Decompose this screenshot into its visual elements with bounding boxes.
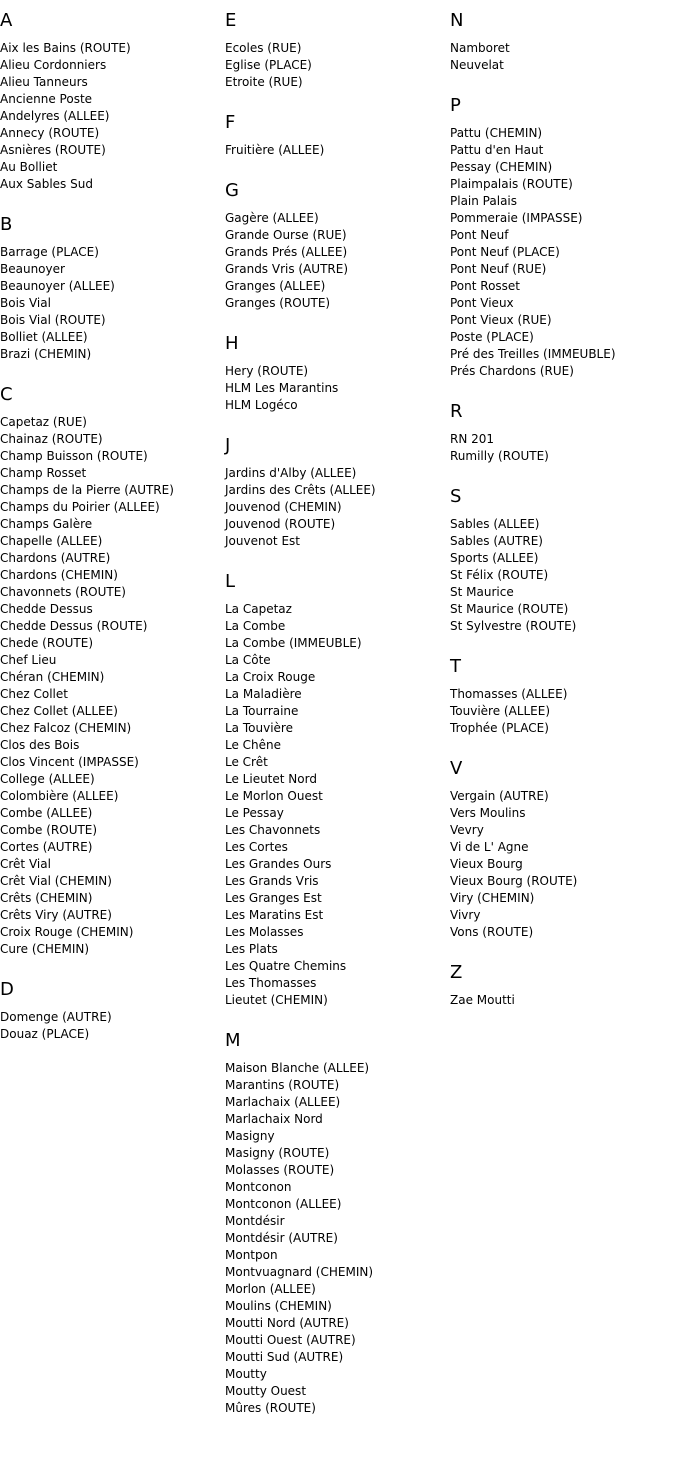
street-entry: Cure (CHEMIN): [0, 942, 90, 956]
street-list: [0, 1009, 225, 1043]
street-entry: Barrage (PLACE): [0, 245, 99, 259]
street-entry: Poste (PLACE): [450, 330, 534, 344]
letter-heading: V: [450, 758, 463, 779]
street-list: [450, 125, 675, 380]
street-entry: Crêts (CHEMIN): [0, 891, 93, 905]
street-list: [450, 516, 675, 635]
street-entry: Moutti Ouest (AUTRE): [225, 1333, 356, 1347]
street-entry: Namboret: [450, 41, 510, 55]
street-entry: Champs du Poirier (ALLEE): [0, 500, 160, 514]
street-entry: Alieu Cordonniers: [0, 58, 107, 72]
street-entry: Au Bolliet: [0, 160, 58, 174]
letter-section: [450, 95, 675, 380]
letter-section: [0, 214, 225, 363]
street-entry: La Tourraine: [225, 704, 299, 718]
street-entry: Chedde Dessus (ROUTE): [0, 619, 148, 633]
letter-section: [450, 758, 675, 941]
street-entry: La Touvière: [225, 721, 293, 735]
street-entry: Grands Vris (AUTRE): [225, 262, 349, 276]
street-entry: Vi de L' Agne: [450, 840, 529, 854]
street-entry: Croix Rouge (CHEMIN): [0, 925, 134, 939]
letter-heading: D: [0, 979, 14, 1000]
street-entry: Jouvenod (ROUTE): [225, 517, 336, 531]
street-entry: Montdésir: [225, 1214, 285, 1228]
letter-section: [450, 962, 675, 1009]
letter-section: [450, 656, 675, 737]
letter-section: [225, 10, 450, 91]
letter-section: [0, 10, 225, 193]
street-entry: Grande Ourse (RUE): [225, 228, 347, 242]
letter-section: [450, 401, 675, 465]
street-list: [450, 40, 675, 74]
street-entry: Pont Neuf: [450, 228, 509, 242]
street-entry: Brazi (CHEMIN): [0, 347, 92, 361]
street-entry: Colombière (ALLEE): [0, 789, 119, 803]
street-entry: Zae Moutti: [450, 993, 515, 1007]
street-entry: Combe (ROUTE): [0, 823, 98, 837]
street-entry: Ecoles (RUE): [225, 41, 302, 55]
street-list: [225, 363, 450, 414]
street-entry: Les Quatre Chemins: [225, 959, 347, 973]
letter-section: [225, 435, 450, 550]
street-entry: Vevry: [450, 823, 484, 837]
street-entry: Domenge (AUTRE): [0, 1010, 112, 1024]
street-entry: Les Grands Vris: [225, 874, 319, 888]
letter-heading: H: [225, 333, 239, 354]
street-entry: HLM Les Marantins: [225, 381, 339, 395]
street-entry: Clos des Bois: [0, 738, 80, 752]
street-entry: Marlachaix Nord: [225, 1112, 323, 1126]
street-entry: Clos Vincent (IMPASSE): [0, 755, 139, 769]
street-entry: Touvière (ALLEE): [450, 704, 551, 718]
street-entry: Chez Collet (ALLEE): [0, 704, 118, 718]
street-list: [450, 431, 675, 465]
street-entry: Crêt Vial (CHEMIN): [0, 874, 112, 888]
letter-heading: R: [450, 401, 463, 422]
street-entry: Plain Palais: [450, 194, 518, 208]
street-entry: Vieux Bourg (ROUTE): [450, 874, 578, 888]
street-list: [0, 414, 225, 958]
index-column: [0, 0, 225, 1465]
street-entry: Etroite (RUE): [225, 75, 303, 89]
letter-section: [450, 10, 675, 74]
street-entry: Molasses (ROUTE): [225, 1163, 335, 1177]
street-entry: Bois Vial: [0, 296, 51, 310]
letter-heading: J: [225, 435, 231, 456]
letter-heading: T: [450, 656, 461, 677]
street-entry: Moutti Sud (AUTRE): [225, 1350, 344, 1364]
street-entry: HLM Logéco: [225, 398, 298, 412]
street-entry: La Combe (IMMEUBLE): [225, 636, 362, 650]
street-entry: Prés Chardons (RUE): [450, 364, 574, 378]
street-entry: Combe (ALLEE): [0, 806, 93, 820]
index-column: [450, 0, 675, 1465]
street-entry: Mûres (ROUTE): [225, 1401, 316, 1415]
street-entry: Granges (ROUTE): [225, 296, 331, 310]
street-entry: Jardins d'Alby (ALLEE): [225, 466, 357, 480]
street-entry: Les Molasses: [225, 925, 304, 939]
street-entry: Bois Vial (ROUTE): [0, 313, 106, 327]
street-entry: Eglise (PLACE): [225, 58, 312, 72]
street-entry: Pont Vieux: [450, 296, 514, 310]
street-list: [225, 142, 450, 159]
letter-heading: G: [225, 180, 239, 201]
street-entry: Alieu Tanneurs: [0, 75, 88, 89]
letter-section: [225, 333, 450, 414]
street-entry: Les Cortes: [225, 840, 288, 854]
street-list: [225, 601, 450, 1009]
street-entry: Le Morlon Ouest: [225, 789, 323, 803]
letter-section: [450, 486, 675, 635]
street-entry: Chede (ROUTE): [0, 636, 94, 650]
street-entry: Annecy (ROUTE): [0, 126, 100, 140]
street-entry: Vergain (AUTRE): [450, 789, 549, 803]
street-entry: St Maurice: [450, 585, 514, 599]
letter-heading: M: [225, 1030, 241, 1051]
street-entry: La Maladière: [225, 687, 302, 701]
street-entry: Champs Galère: [0, 517, 93, 531]
street-list: [225, 210, 450, 312]
street-entry: Les Grandes Ours: [225, 857, 332, 871]
street-entry: Le Lieutet Nord: [225, 772, 317, 786]
street-entry: Les Maratins Est: [225, 908, 324, 922]
letter-heading: C: [0, 384, 13, 405]
letter-heading: F: [225, 112, 236, 133]
street-entry: Hery (ROUTE): [225, 364, 309, 378]
street-entry: St Maurice (ROUTE): [450, 602, 569, 616]
street-entry: Lieutet (CHEMIN): [225, 993, 328, 1007]
street-list: [0, 40, 225, 193]
street-entry: Pont Vieux (RUE): [450, 313, 552, 327]
street-entry: Crêt Vial: [0, 857, 51, 871]
street-list: [450, 788, 675, 941]
street-entry: Chavonnets (ROUTE): [0, 585, 126, 599]
street-entry: Montconon: [225, 1180, 292, 1194]
street-entry: Moulins (CHEMIN): [225, 1299, 332, 1313]
letter-section: [225, 180, 450, 312]
street-entry: Gagère (ALLEE): [225, 211, 319, 225]
street-entry: Aux Sables Sud: [0, 177, 93, 191]
street-entry: Neuvelat: [450, 58, 504, 72]
street-entry: Pont Neuf (RUE): [450, 262, 547, 276]
street-entry: La Croix Rouge: [225, 670, 316, 684]
letter-heading: L: [225, 571, 236, 592]
street-entry: Les Plats: [225, 942, 278, 956]
street-entry: Rumilly (ROUTE): [450, 449, 549, 463]
street-entry: Pattu (CHEMIN): [450, 126, 543, 140]
street-entry: Le Chêne: [225, 738, 282, 752]
street-entry: Granges (ALLEE): [225, 279, 326, 293]
street-entry: Montpon: [225, 1248, 278, 1262]
street-entry: Pommeraie (IMPASSE): [450, 211, 583, 225]
street-list: [450, 686, 675, 737]
street-entry: Les Thomasses: [225, 976, 317, 990]
letter-heading: Z: [450, 962, 463, 983]
letter-heading: S: [450, 486, 462, 507]
street-entry: Chez Collet: [0, 687, 68, 701]
street-entry: Moutty Ouest: [225, 1384, 307, 1398]
street-entry: Chéran (CHEMIN): [0, 670, 105, 684]
street-entry: Moutti Nord (AUTRE): [225, 1316, 349, 1330]
street-entry: Chez Falcoz (CHEMIN): [0, 721, 132, 735]
street-entry: Sables (ALLEE): [450, 517, 540, 531]
street-entry: Champ Rosset: [0, 466, 87, 480]
letter-heading: P: [450, 95, 461, 116]
street-entry: La Côte: [225, 653, 271, 667]
letter-section: [225, 1030, 450, 1417]
street-list: [450, 992, 675, 1009]
street-entry: Douaz (PLACE): [0, 1027, 90, 1041]
street-list: [0, 244, 225, 363]
street-entry: Montconon (ALLEE): [225, 1197, 342, 1211]
street-entry: Chef Lieu: [0, 653, 57, 667]
street-entry: Chainaz (ROUTE): [0, 432, 103, 446]
street-entry: Andelyres (ALLEE): [0, 109, 110, 123]
street-entry: Marantins (ROUTE): [225, 1078, 340, 1092]
street-entry: Grands Prés (ALLEE): [225, 245, 348, 259]
street-entry: Jouvenod (CHEMIN): [225, 500, 342, 514]
index-column: [225, 0, 450, 1465]
street-entry: Thomasses (ALLEE): [450, 687, 568, 701]
street-entry: Le Pessay: [225, 806, 284, 820]
street-entry: Pattu d'en Haut: [450, 143, 544, 157]
letter-heading: B: [0, 214, 13, 235]
street-entry: Aix les Bains (ROUTE): [0, 41, 131, 55]
street-entry: RN 201: [450, 432, 495, 446]
street-entry: Asnières (ROUTE): [0, 143, 106, 157]
street-entry: Trophée (PLACE): [450, 721, 549, 735]
street-entry: Sports (ALLEE): [450, 551, 539, 565]
street-entry: La Combe: [225, 619, 286, 633]
street-entry: Fruitière (ALLEE): [225, 143, 325, 157]
street-entry: St Félix (ROUTE): [450, 568, 549, 582]
street-entry: Ancienne Poste: [0, 92, 93, 106]
letter-section: [225, 571, 450, 1009]
street-entry: Le Crêt: [225, 755, 268, 769]
letter-section: [0, 384, 225, 958]
street-entry: Pré des Treilles (IMMEUBLE): [450, 347, 616, 361]
street-entry: St Sylvestre (ROUTE): [450, 619, 577, 633]
letter-section: [0, 979, 225, 1043]
street-entry: Crêts Viry (AUTRE): [0, 908, 112, 922]
street-entry: Vons (ROUTE): [450, 925, 534, 939]
street-list: [225, 40, 450, 91]
street-entry: Montvuagnard (CHEMIN): [225, 1265, 374, 1279]
street-entry: Viry (CHEMIN): [450, 891, 535, 905]
street-entry: La Capetaz: [225, 602, 292, 616]
street-entry: Jouvenot Est: [225, 534, 300, 548]
street-entry: Champ Buisson (ROUTE): [0, 449, 148, 463]
street-entry: Vers Moulins: [450, 806, 526, 820]
street-entry: Marlachaix (ALLEE): [225, 1095, 341, 1109]
street-entry: Morlon (ALLEE): [225, 1282, 316, 1296]
street-entry: College (ALLEE): [0, 772, 95, 786]
street-entry: Moutty: [225, 1367, 267, 1381]
street-entry: Vivry: [450, 908, 481, 922]
street-entry: Maison Blanche (ALLEE): [225, 1061, 370, 1075]
street-entry: Les Granges Est: [225, 891, 322, 905]
street-entry: Capetaz (RUE): [0, 415, 87, 429]
street-entry: Champs de la Pierre (AUTRE): [0, 483, 174, 497]
street-entry: Beaunoyer (ALLEE): [0, 279, 115, 293]
street-entry: Sables (AUTRE): [450, 534, 543, 548]
street-entry: Masigny: [225, 1129, 275, 1143]
street-entry: Cortes (AUTRE): [0, 840, 93, 854]
street-entry: Pont Neuf (PLACE): [450, 245, 560, 259]
street-entry: Beaunoyer: [0, 262, 65, 276]
street-entry: Pont Rosset: [450, 279, 521, 293]
letter-heading: E: [225, 10, 237, 31]
street-entry: Chapelle (ALLEE): [0, 534, 103, 548]
street-list: [225, 465, 450, 550]
street-list: [225, 1060, 450, 1417]
street-entry: Bolliet (ALLEE): [0, 330, 88, 344]
street-entry: Masigny (ROUTE): [225, 1146, 330, 1160]
street-entry: Montdésir (AUTRE): [225, 1231, 338, 1245]
street-entry: Vieux Bourg: [450, 857, 523, 871]
street-entry: Les Chavonnets: [225, 823, 321, 837]
street-entry: Chardons (AUTRE): [0, 551, 111, 565]
letter-heading: A: [0, 10, 13, 31]
street-entry: Plaimpalais (ROUTE): [450, 177, 573, 191]
letter-section: [225, 112, 450, 159]
street-entry: Pessay (CHEMIN): [450, 160, 553, 174]
street-entry: Jardins des Crêts (ALLEE): [225, 483, 376, 497]
street-entry: Chedde Dessus: [0, 602, 93, 616]
letter-heading: N: [450, 10, 464, 31]
street-entry: Chardons (CHEMIN): [0, 568, 118, 582]
